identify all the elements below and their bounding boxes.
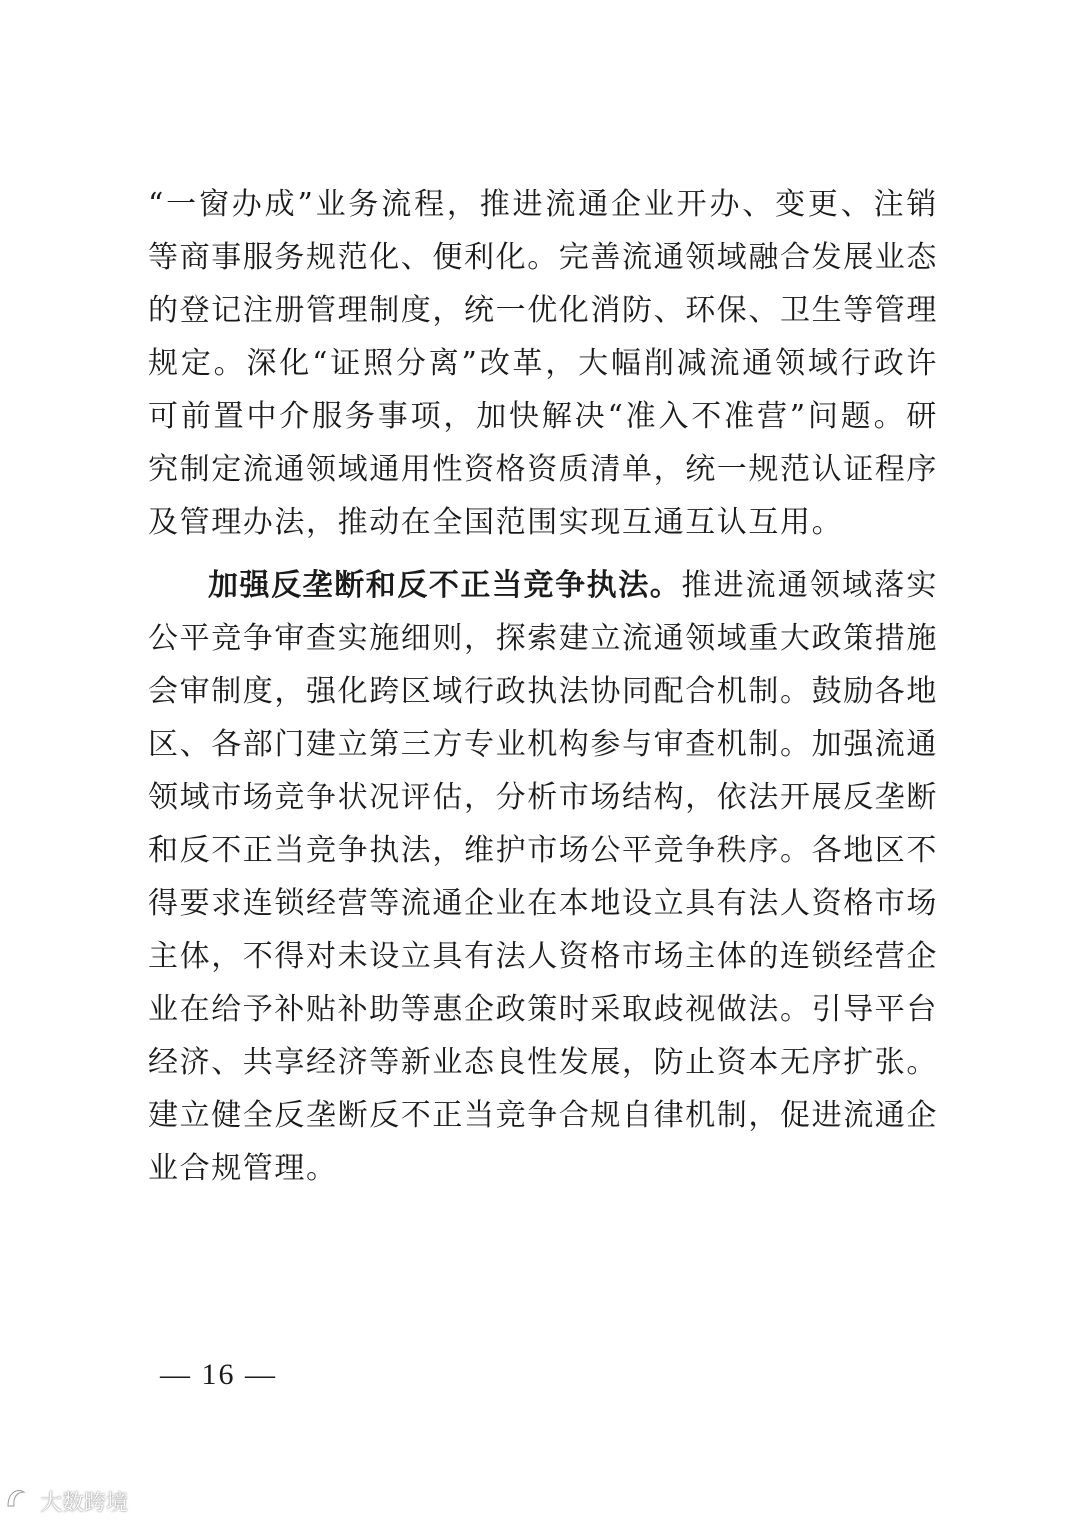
paragraph-antitrust bbox=[148, 559, 938, 1195]
watermark bbox=[4, 1484, 128, 1518]
paragraph-lead-heading: 加强反垄断和反不正当竞争执法。 bbox=[208, 568, 682, 603]
paragraph-body-text: 推进流通领域落实公平竞争审查实施细则，探索建立流通领域重大政策措施会审制度，强化跨区域行政执法协同配合机制。鼓励各地区、各部门建立第三方专业机构参与审查机制。加强流通领域市场竞争状况评估，分析市场结构，依法开展反垄断和反不正当竞争执法，维护市场公平竞争秩序。各地区不得要求连锁经营等流通企业在本地设立具有法人资格市场主体，不得对未设立具有法人资格市场主体的连锁经营企业在给予补贴补助等惠企政策时采取歧视做法。引导平台经济、共享经济等新业态良性发展，防止资本无序扩张。建立健全反垄断反不正当竞争合规自律机制，促进流通企业合规管理。 bbox=[148, 568, 938, 1186]
watermark-text: 大数跨境 bbox=[40, 1490, 129, 1516]
logo-icon bbox=[4, 1484, 38, 1518]
page-number: — 16 — bbox=[160, 1358, 277, 1391]
paragraph-continuation: “一窗办成”业务流程，推进流通企业开办、变更、注销等商事服务规范化、便利化。完善流通领域融合发展业态的登记注册管理制度，统一优化消防、环保、卫生等管理规定。深化“证照分离”改革，大幅削减流通领域行政许可前置中介服务事项，加快解决“准入不准营”问题。研究制定流通领域通用性资格资质清单，统一规范认证程序及管理办法，推动在全国范围实现互通互认互用。 bbox=[148, 187, 938, 540]
document-body bbox=[148, 178, 938, 1195]
